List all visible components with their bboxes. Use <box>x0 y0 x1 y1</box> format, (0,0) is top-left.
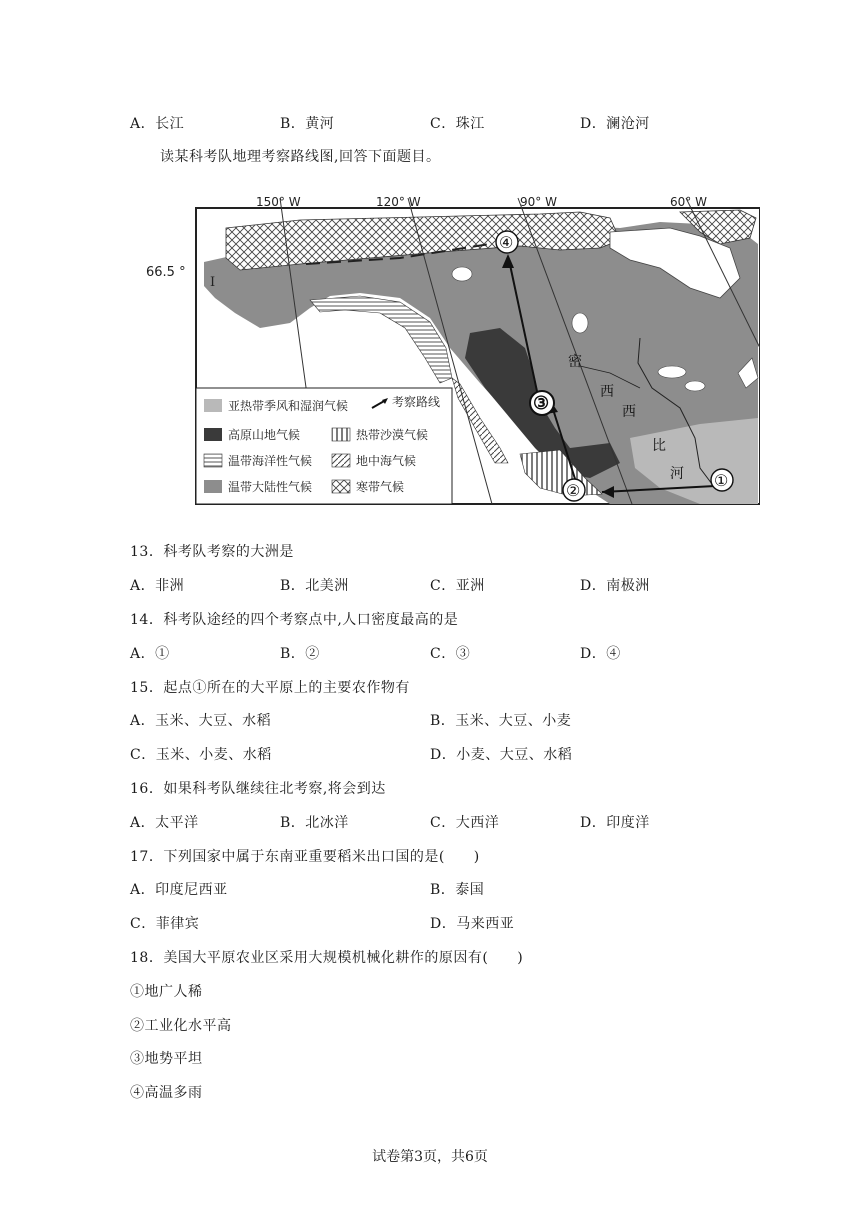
q13-option-a: A．非洲 <box>130 578 185 594</box>
q13-option-b: B．北美洲 <box>280 578 349 594</box>
q18-item-4: ④高温多雨 <box>130 1085 203 1101</box>
q18-item-1: ①地广人稀 <box>130 984 203 1000</box>
lon-label: 60° W <box>670 195 707 209</box>
q18-item-2: ②工业化水平高 <box>130 1018 232 1034</box>
option-d: D．澜沧河 <box>580 116 650 132</box>
river-char: 河 <box>670 466 684 482</box>
q16-option-d: D．印度洋 <box>580 815 650 831</box>
legend-route: 考察路线 <box>392 395 441 409</box>
q17-option-b: B．泰国 <box>430 882 485 898</box>
point-4: ④ <box>499 233 514 252</box>
q16-option-a: A．太平洋 <box>130 815 199 831</box>
legend-desert: 热带沙漠气候 <box>356 428 429 442</box>
q18-item-3: ③地势平坦 <box>130 1051 203 1067</box>
legend-mediterranean: 地中海气候 <box>356 454 417 468</box>
river-char: 西 <box>622 404 636 420</box>
legend-continental: 温带大陆性气候 <box>228 480 313 494</box>
lon-label: 150° W <box>256 195 301 209</box>
point-1: ① <box>714 471 729 490</box>
option-b: B．黄河 <box>280 116 335 132</box>
option-c: C．珠江 <box>430 116 485 132</box>
q17-option-a: A．印度尼西亚 <box>130 882 228 898</box>
lon-label: 120° W <box>376 195 421 209</box>
legend-subtropical: 亚热带季风和湿润气候 <box>228 399 349 413</box>
q17-option-d: D．马来西亚 <box>430 916 515 932</box>
q15-option-a: A．玉米、大豆、水稻 <box>130 713 272 729</box>
question-18-stem: 18．美国大平原农业区采用大规模机械化耕作的原因有( ) <box>130 950 524 966</box>
route-map <box>140 188 760 510</box>
river-char: 比 <box>652 438 666 454</box>
lon-label: 90° W <box>520 195 557 209</box>
point-2: ② <box>566 481 581 500</box>
q15-option-c: C．玉米、小麦、水稻 <box>130 747 272 763</box>
q14-option-c: C．③ <box>430 646 471 662</box>
question-17-stem: 17．下列国家中属于东南亚重要稻米出口国的是( ) <box>130 849 480 865</box>
q14-option-a: A．① <box>130 646 170 662</box>
q16-option-c: C．大西洋 <box>430 815 500 831</box>
legend <box>196 388 452 504</box>
q14-option-b: B．② <box>280 646 320 662</box>
q13-option-c: C．亚洲 <box>430 578 485 594</box>
q15-option-d: D．小麦、大豆、水稻 <box>430 747 573 763</box>
q14-option-d: D．④ <box>580 646 621 662</box>
intro-text: 读某科考队地理考察路线图,回答下面题目。 <box>160 149 441 165</box>
q16-option-b: B．北冰洋 <box>280 815 349 831</box>
q17-option-c: C．菲律宾 <box>130 916 200 932</box>
question-15-stem: 15．起点①所在的大平原上的主要农作物有 <box>130 680 410 696</box>
point-3: ③ <box>533 393 550 414</box>
question-16-stem: 16．如果科考队继续往北考察,将会到达 <box>130 781 386 797</box>
legend-cold: 寒带气候 <box>356 480 405 494</box>
legend-oceanic: 温带海洋性气候 <box>228 454 313 468</box>
page-footer: 试卷第3页，共6页 <box>372 1149 488 1165</box>
lat-label: 66.5 ° <box>146 265 186 280</box>
q15-option-b: B．玉米、大豆、小麦 <box>430 713 572 729</box>
q13-option-d: D．南极洲 <box>580 578 650 594</box>
legend-highland: 高原山地气候 <box>228 428 301 442</box>
river-char: 密 <box>568 354 582 370</box>
roman-label: I <box>210 275 216 290</box>
question-14-stem: 14．科考队途经的四个考察点中,人口密度最高的是 <box>130 612 459 628</box>
question-13-stem: 13．科考队考察的大洲是 <box>130 544 294 560</box>
option-a: A．长江 <box>130 116 185 132</box>
river-char: 西 <box>600 384 614 400</box>
